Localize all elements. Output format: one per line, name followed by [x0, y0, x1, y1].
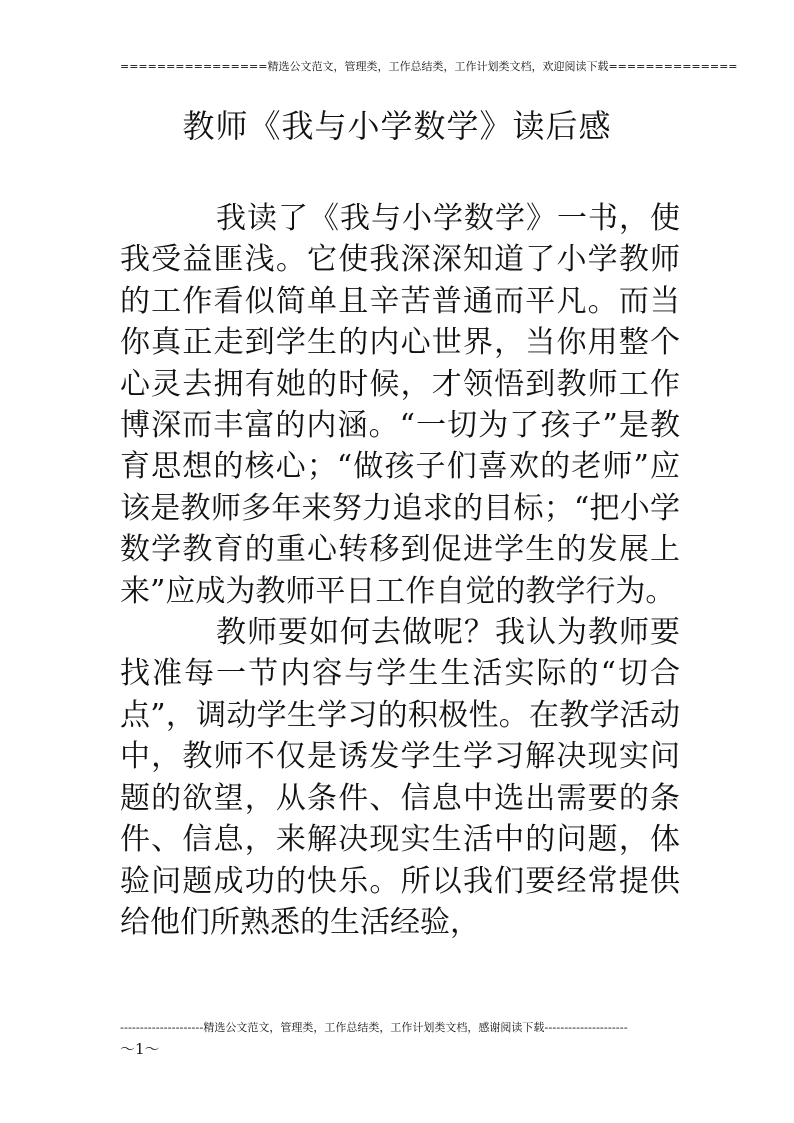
- document-body: [120, 198, 680, 943]
- document-title: 教师《我与小学数学》读后感: [182, 107, 612, 145]
- page-header: ================精选公文范文，管理类，工作总结类，工作计划类文档，欢迎阅读下载==============: [120, 60, 738, 73]
- page-number: ～1～: [120, 1040, 160, 1058]
- paragraph: 教师要如何去做呢？我认为教师要找准每一节内容与学生生活实际的“切合点”，调动学生学习的积极性。在教学活动中，教师不仅是诱发学生学习解决现实问题的欲望，从条件、信息中选出需要的条件、信息，来解决现实生活中的问题，体验问题成功的快乐。所以我们要经常提供给他们所熟悉的生活经验，: [120, 615, 680, 940]
- page-footer: ---------------------精选公文范文，管理类，工作总结类，工作计划类文档，感谢阅读下载---------------------: [120, 1021, 628, 1034]
- paragraph: 我读了《我与小学数学》一书，使我受益匪浅。它使我深深知道了小学教师的工作看似简单且辛苦普通而平凡。而当你真正走到学生的内心世界，当你用整个心灵去拥有她的时候，才领悟到教师工作博深而丰富的内涵。“一切为了孩子”是教育思想的核心；“做孩子们喜欢的老师”应该是教师多年来努力追求的目标；“把小学数学教育的重心转移到促进学生的发展上来”应成为教师平日工作自觉的教学行为。: [120, 201, 680, 609]
